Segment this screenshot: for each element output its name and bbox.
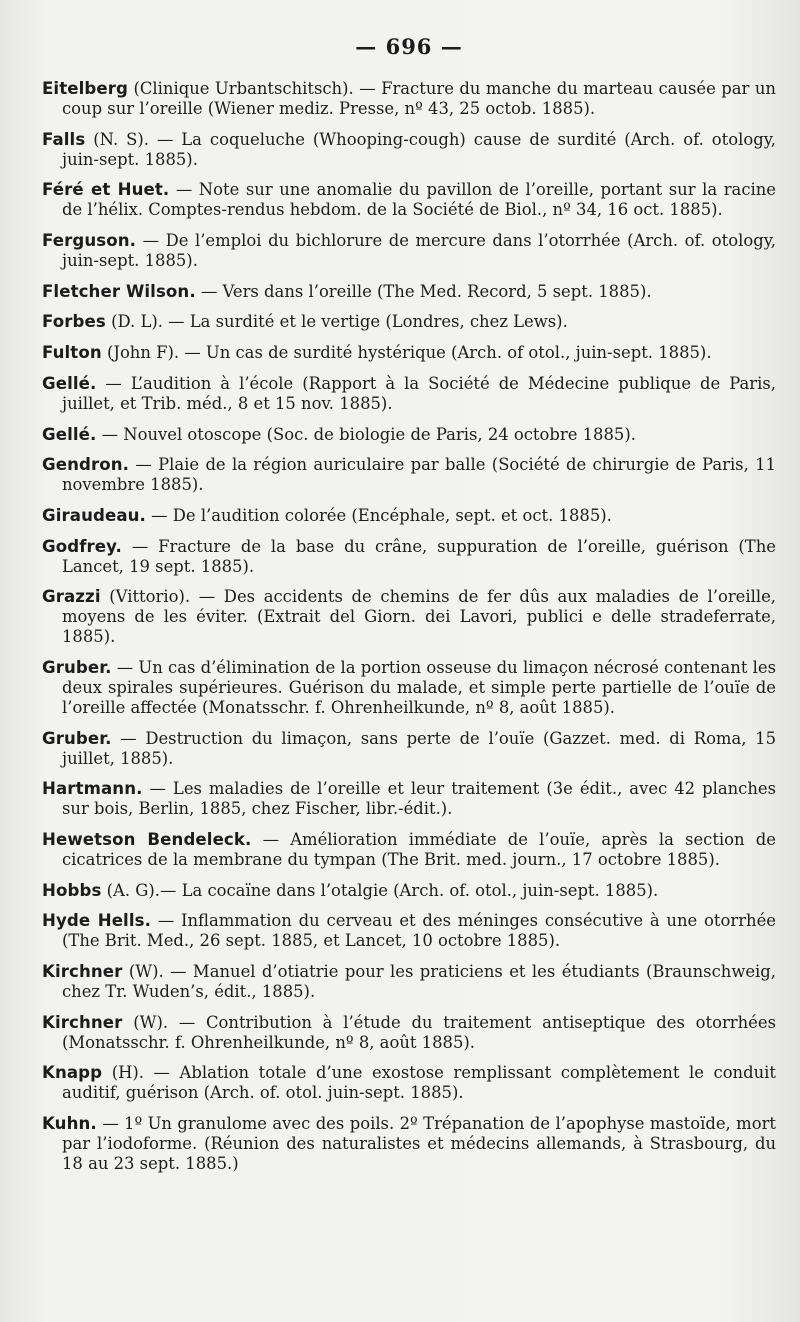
entry-author: Féré et Huet. <box>42 180 170 200</box>
bibliography-entry <box>42 537 776 577</box>
entry-author: Kirchner <box>42 1012 123 1032</box>
entry-author: Kirchner <box>42 962 123 982</box>
bibliography-entry <box>42 587 776 647</box>
bibliography-entry <box>42 231 776 271</box>
entry-author: Hobbs <box>42 880 102 900</box>
entry-text: — Un cas d’élimination de la portion osseuse du limaçon nécrosé contenant les deux spirales supérieures. Guérison du malade, et simple perte partielle de l’ouïe de l’oreille affectée (Monatsschr. f. Ohrenheilkunde, nº 8, août 1885). <box>62 657 776 717</box>
entry-text: — De l’emploi du bichlorure de mercure dans l’otorrhée (Arch. of. otology, juin-sept. 1885). <box>62 231 776 271</box>
entry-author: Grazzi <box>42 587 101 607</box>
bibliography-entry <box>42 1114 776 1174</box>
bibliography-entry <box>42 779 776 819</box>
entry-text: (W). — Manuel d’otiatrie pour les praticiens et les étudiants (Braunschweig, chez Tr. Wuden’s, édit., 1885). <box>62 962 776 1002</box>
entry-text: — Amélioration immédiate de l’ouïe, après la section de cicatrices de la membrane du tympan (The Brit. med. journ., 17 octobre 1885). <box>62 830 776 869</box>
entry-text: — Plaie de la région auriculaire par balle (Société de chirurgie de Paris, 11 novembre 1885). <box>62 455 776 495</box>
entry-author: Forbes <box>42 312 106 332</box>
bibliography-entry <box>42 455 776 495</box>
entry-text: — Nouvel otoscope (Soc. de biologie de Paris, 24 octobre 1885). <box>96 424 636 444</box>
bibliography-entry <box>42 1013 776 1053</box>
entry-text: — Destruction du limaçon, sans perte de l’ouïe (Gazzet. med. di Roma, 15 juillet, 1885). <box>62 728 776 768</box>
entry-author: Gruber. <box>42 728 112 748</box>
bibliography-entry <box>42 506 776 526</box>
entry-author: Godfrey. <box>42 536 122 556</box>
bibliography-list <box>42 79 776 1174</box>
bibliography-entry <box>42 343 776 363</box>
entry-text: — Note sur une anomalie du pavillon de l’oreille, portant sur la racine de l’hélix. Comptes-rendus hebdom. de la Société de Biol., nº 34, 16 oct. 1885). <box>62 180 776 220</box>
entry-text: (H). — Ablation totale d’une exostose remplissant complètement le conduit auditif, guérison (Arch. of. otol. juin-sept. 1885). <box>62 1063 776 1103</box>
page-number: — 696 — <box>355 34 463 59</box>
bibliography-entry <box>42 425 776 445</box>
entry-text: — De l’audition colorée (Encéphale, sept. et oct. 1885). <box>145 505 612 525</box>
entry-author: Eitelberg <box>42 79 128 98</box>
bibliography-entry <box>42 911 776 951</box>
entry-text: (D. L). — La surdité et le vertige (Londres, chez Lews). <box>105 312 568 332</box>
entry-text: (N. S). — La coqueluche (Whooping-cough) cause de surdité (Arch. of. otology, juin-sept. 1885). <box>62 129 776 169</box>
entry-author: Fulton <box>42 343 102 363</box>
entry-text: (John F). — Un cas de surdité hystérique (Arch. of otol., juin-sept. 1885). <box>101 343 712 363</box>
entry-text: (W). — Contribution à l’étude du traitement antiseptique des otorrhées (Monatsschr. f. Ohrenheilkunde, nº 8, août 1885). <box>62 1012 776 1052</box>
bibliography-entry <box>42 282 776 302</box>
entry-author: Falls <box>42 129 86 149</box>
bibliography-entry <box>42 830 776 870</box>
entry-text: — Vers dans l’oreille (The Med. Record, 5 sept. 1885). <box>195 281 652 301</box>
entry-author: Hyde Hells. <box>42 911 152 931</box>
entry-author: Fletcher Wilson. <box>42 281 196 301</box>
bibliography-entry <box>42 130 776 170</box>
entry-author: Hartmann. <box>42 779 143 799</box>
entry-text: — Inflammation du cerveau et des méninges consécutive à une otorrhée (The Brit. Med., 26 sept. 1885, et Lancet, 10 octobre 1885). <box>62 911 776 951</box>
bibliography-entry <box>42 962 776 1002</box>
entry-text: — L’audition à l’école (Rapport à la Société de Médecine publique de Paris, juillet, et Trib. méd., 8 et 15 nov. 1885). <box>62 373 776 413</box>
bibliography-entry <box>42 312 776 332</box>
bibliography-entry <box>42 881 776 901</box>
entry-author: Gellé. <box>42 424 97 444</box>
entry-author: Knapp <box>42 1063 103 1083</box>
entry-author: Gendron. <box>42 455 130 475</box>
bibliography-entry <box>42 1063 776 1103</box>
bibliography-entry <box>42 729 776 769</box>
entry-author: Ferguson. <box>42 231 137 251</box>
entry-author: Gruber. <box>42 657 112 677</box>
entry-author: Hewetson Bendeleck. <box>42 830 252 849</box>
entry-text: — Fracture de la base du crâne, suppuration de l’oreille, guérison (The Lancet, 19 sept. 1885). <box>62 536 776 576</box>
bibliography-entry <box>42 180 776 220</box>
entry-text: — 1º Un granulome avec des poils. 2º Trépanation de l’apophyse mastoïde, mort par l’iodoforme. (Réunion des naturalistes et médecins allemands, à Strasbourg, du 18 au 23 sept. 1885.) <box>62 1114 776 1174</box>
entry-author: Giraudeau. <box>42 505 146 525</box>
entry-text: (Clinique Urbantschitsch). — Fracture du manche du marteau causée par un coup sur l’oreille (Wiener mediz. Presse, nº 43, 25 octob. 1885). <box>62 79 776 118</box>
bibliography-entry <box>42 658 776 718</box>
entry-text: (Vittorio). — Des accidents de chemins de fer dûs aux maladies de l’oreille, moyens de les éviter. (Extrait del Giorn. dei Lavori, publici e delle stradeferrate, 1885). <box>62 587 776 647</box>
entry-text: — Les maladies de l’oreille et leur traitement (3e édit., avec 42 planches sur bois, Berlin, 1885, chez Fischer, libr.-édit.). <box>62 779 776 819</box>
entry-text: (A. G).— La cocaïne dans l’otalgie (Arch. of. otol., juin-sept. 1885). <box>101 880 659 900</box>
entry-author: Kuhn. <box>42 1114 97 1134</box>
bibliography-entry <box>42 79 776 119</box>
entry-author: Gellé. <box>42 373 97 393</box>
bibliography-entry <box>42 374 776 414</box>
